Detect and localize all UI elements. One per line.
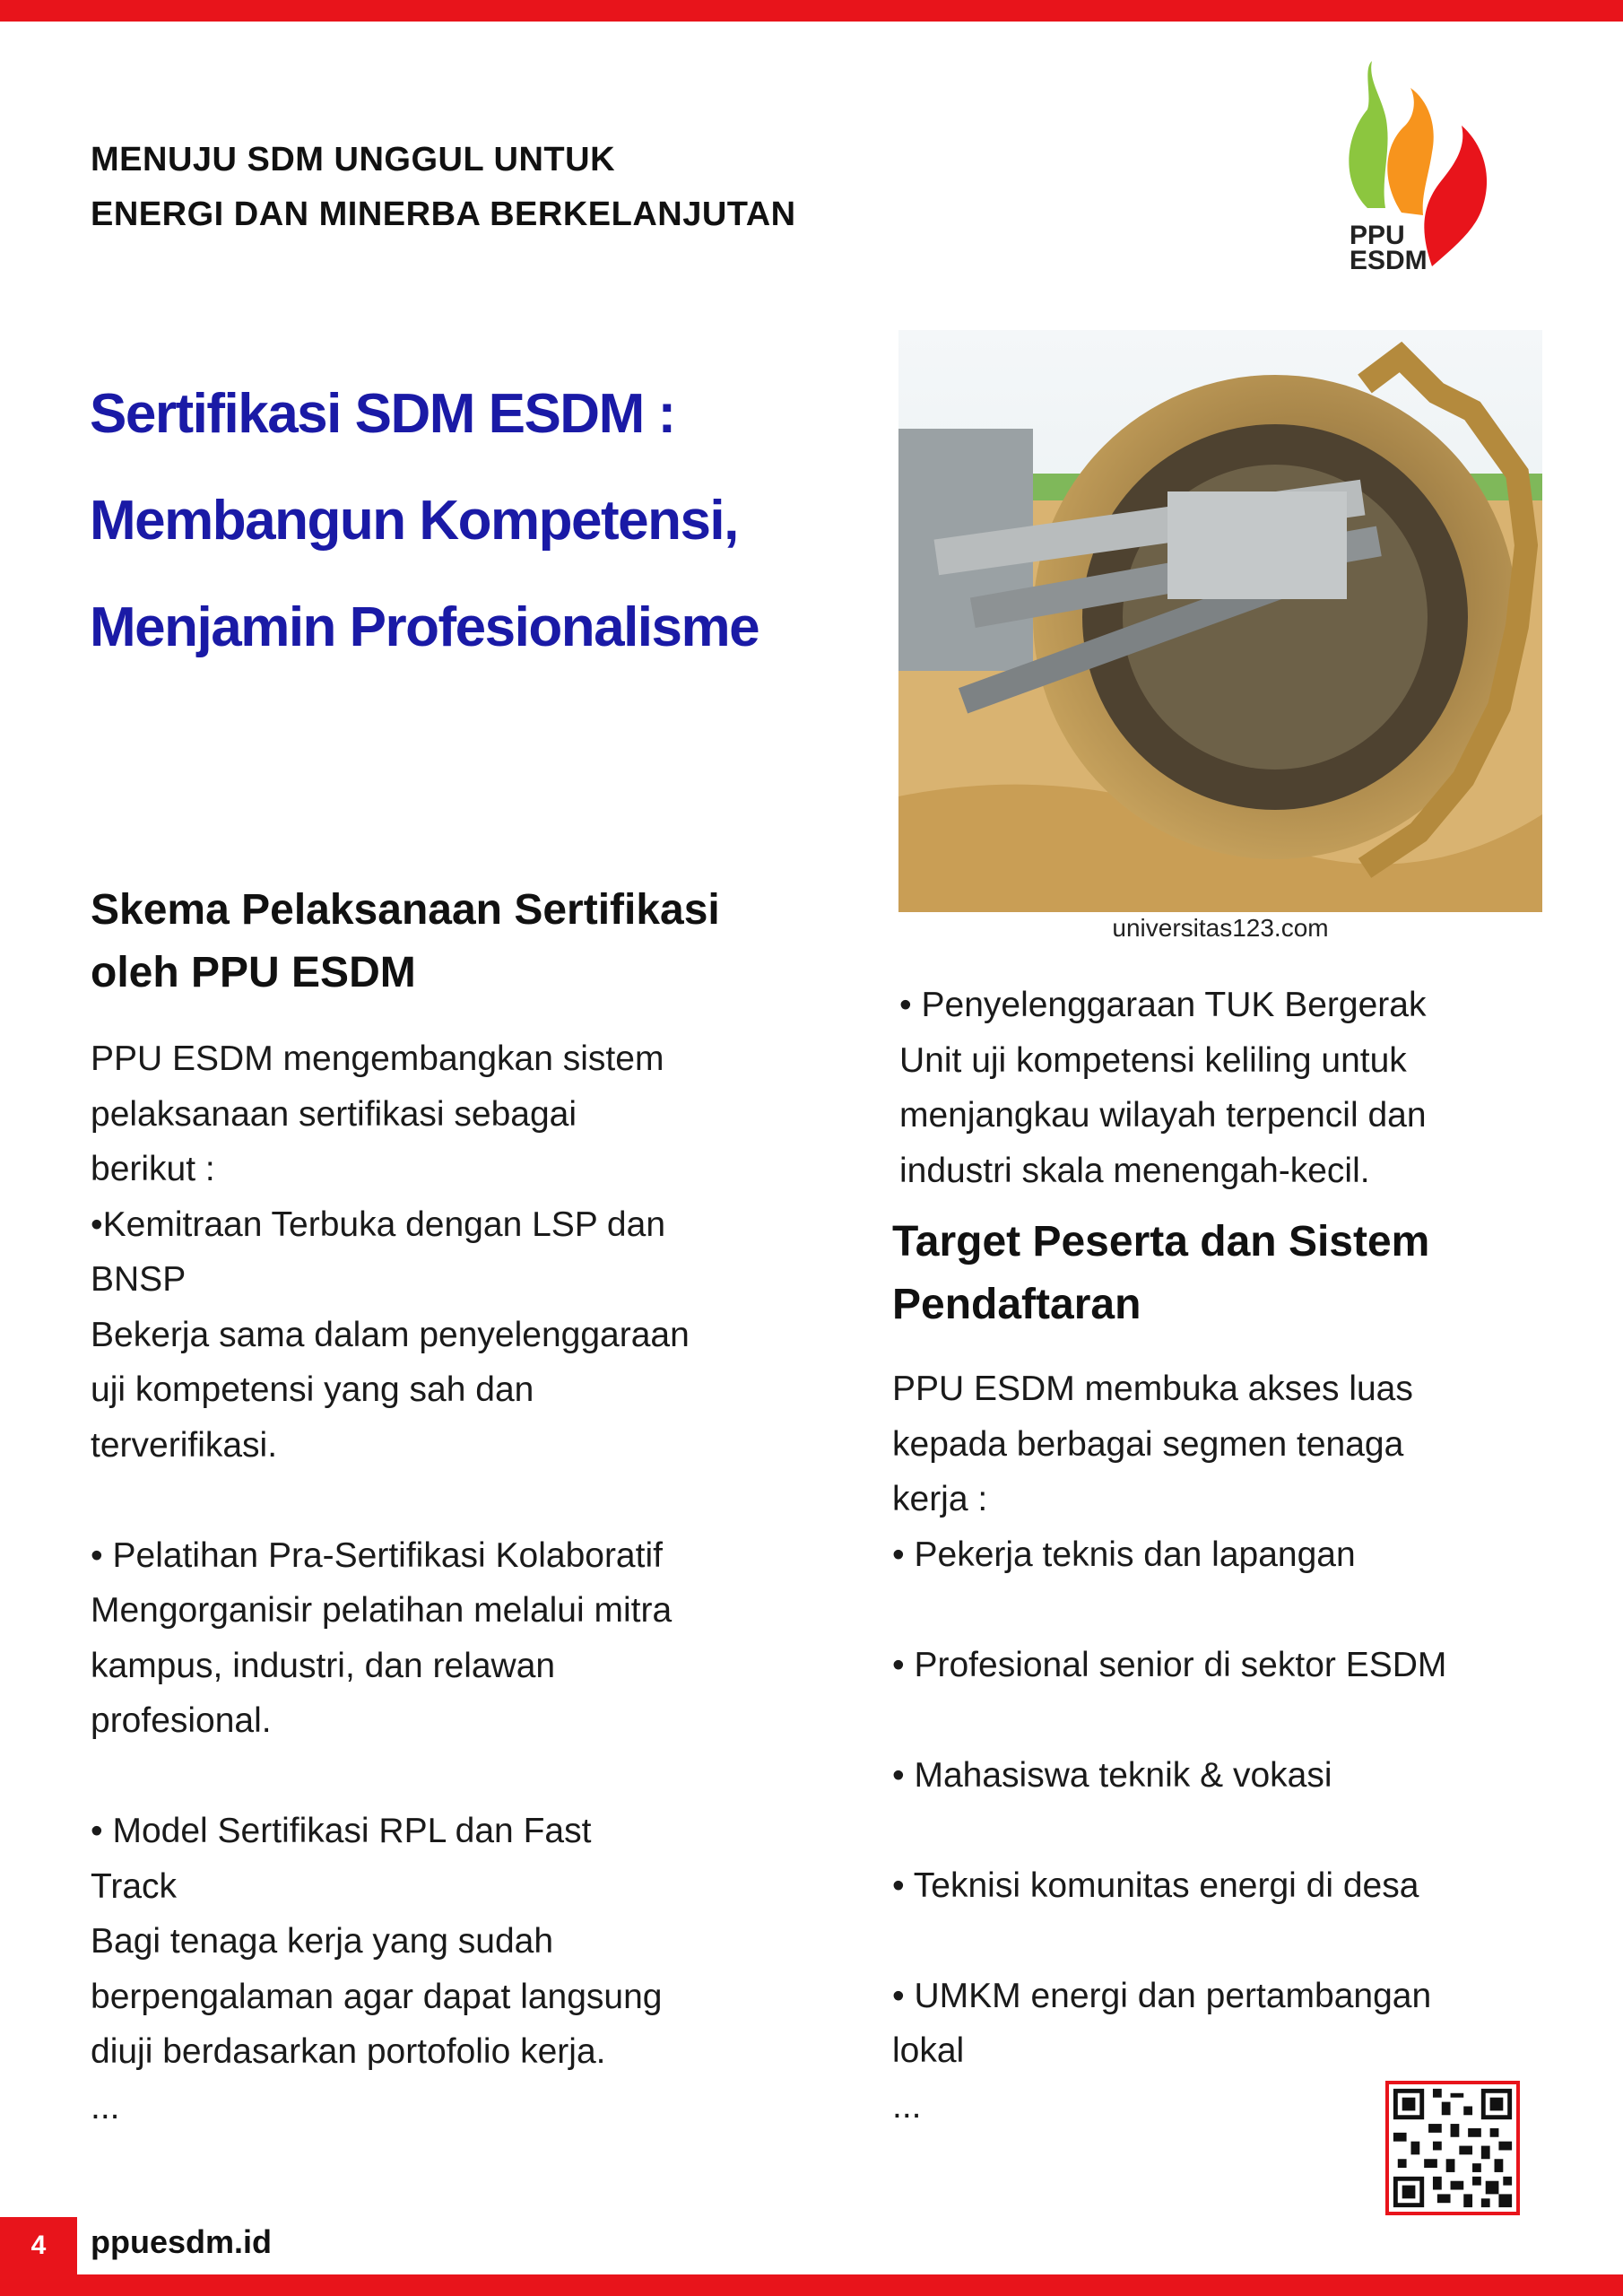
left-section-heading bbox=[91, 879, 808, 1004]
logo-text-esdm: ESDM bbox=[1350, 246, 1428, 275]
title-line-3: Menjamin Profesionalisme bbox=[90, 596, 759, 658]
mining-excavator-image bbox=[898, 330, 1542, 912]
bottom-red-bar bbox=[0, 2274, 1623, 2296]
left-body-line: pelaksanaan sertifikasi sebagai bbox=[91, 1094, 577, 1134]
left-body-line: berpengalaman agar dapat langsung bbox=[91, 1977, 663, 2016]
left-section-body bbox=[91, 1031, 808, 2135]
tagline-line-1: MENUJU SDM UNGGUL UNTUK bbox=[91, 141, 616, 178]
top-red-bar bbox=[0, 0, 1623, 22]
right-top-line: • Penyelenggaraan TUK Bergerak bbox=[899, 986, 1427, 1024]
left-body-line: terverifikasi. bbox=[91, 1425, 278, 1465]
right-body-line bbox=[892, 1692, 1592, 1748]
left-body-line: • Model Sertifikasi RPL dan Fast bbox=[91, 1812, 592, 1850]
right-top-line: industri skala menengah-kecil. bbox=[899, 1151, 1370, 1190]
left-body-line: diuji berdasarkan portofolio kerja. bbox=[91, 2032, 606, 2071]
left-body-line: uji kompetensi yang sah dan bbox=[91, 1370, 534, 1409]
title-line-1: Sertifikasi SDM ESDM : bbox=[90, 383, 675, 445]
left-body-line: berikut : bbox=[91, 1150, 215, 1188]
title-line-2: Membangun Kompetensi, bbox=[90, 490, 738, 552]
right-body-line bbox=[892, 1913, 1592, 1969]
right-body-line: • Pekerja teknis dan lapangan bbox=[892, 1535, 1356, 1574]
left-body-line bbox=[91, 1749, 808, 1805]
right-heading-line-1: Target Peserta dan Sistem bbox=[892, 1218, 1430, 1265]
left-heading-line-2: oleh PPU ESDM bbox=[91, 949, 416, 996]
qr-code-icon bbox=[1389, 2084, 1516, 2212]
right-top-line: Unit uji kompetensi keliling untuk bbox=[899, 1040, 1407, 1080]
photo-caption: universitas123.com bbox=[1112, 914, 1329, 942]
right-body-line: kepada berbagai segmen tenaga bbox=[892, 1424, 1404, 1464]
right-section-body bbox=[892, 1361, 1592, 2134]
ppu-esdm-logo bbox=[1332, 56, 1506, 280]
left-body-line: Track bbox=[91, 1866, 178, 1906]
left-body-line: PPU ESDM mengembangkan sistem bbox=[91, 1039, 664, 1078]
right-body-line: • UMKM energi dan pertambangan bbox=[892, 1976, 1432, 2015]
page-title bbox=[90, 361, 861, 681]
left-body-line: Bekerja sama dalam penyelenggaraan bbox=[91, 1315, 690, 1354]
left-body-line: Mengorganisir pelatihan melalui mitra bbox=[91, 1591, 673, 1630]
qr-code[interactable] bbox=[1385, 2081, 1520, 2215]
left-body-line: • Pelatihan Pra-Sertifikasi Kolaboratif bbox=[91, 1535, 663, 1575]
right-heading-line-2: Pendaftaran bbox=[892, 1281, 1141, 1328]
right-body-line bbox=[892, 1582, 1592, 1638]
left-heading-line-1: Skema Pelaksanaan Sertifikasi bbox=[91, 886, 720, 934]
right-section-top bbox=[899, 978, 1581, 1198]
tagline-line-2: ENERGI DAN MINERBA BERKELANJUTAN bbox=[91, 196, 796, 233]
left-body-line: ... bbox=[91, 2087, 120, 2126]
left-body-line: profesional. bbox=[91, 1701, 272, 1740]
right-body-line: PPU ESDM membuka akses luas bbox=[892, 1370, 1413, 1408]
left-body-line: •Kemitraan Terbuka dengan LSP dan bbox=[91, 1205, 666, 1244]
left-body-line: BNSP bbox=[91, 1260, 187, 1299]
logo-text-ppu: PPU bbox=[1350, 221, 1405, 250]
flame-logo-icon bbox=[1332, 56, 1506, 280]
footer-site-link[interactable]: ppuesdm.id bbox=[91, 2223, 273, 2260]
bucket-wheel-excavator-photo bbox=[898, 330, 1542, 912]
header-tagline bbox=[91, 133, 898, 242]
right-section-heading bbox=[892, 1211, 1574, 1336]
right-body-line: • Mahasiswa teknik & vokasi bbox=[892, 1755, 1332, 1795]
right-body-line: ... bbox=[892, 2086, 922, 2126]
right-body-line: • Profesional senior di sektor ESDM bbox=[892, 1645, 1447, 1684]
left-body-line: Bagi tenaga kerja yang sudah bbox=[91, 1922, 554, 1961]
left-body-line bbox=[91, 1473, 808, 1528]
right-top-line: menjangkau wilayah terpencil dan bbox=[899, 1096, 1427, 1135]
right-body-line: kerja : bbox=[892, 1480, 988, 1518]
right-body-line bbox=[892, 1803, 1592, 1858]
right-body-line: lokal bbox=[892, 2031, 965, 2070]
right-body-line: • Teknisi komunitas energi di desa bbox=[892, 1866, 1419, 1905]
left-body-line: kampus, industri, dan relawan bbox=[91, 1646, 556, 1685]
page-number: 4 bbox=[0, 2217, 77, 2274]
